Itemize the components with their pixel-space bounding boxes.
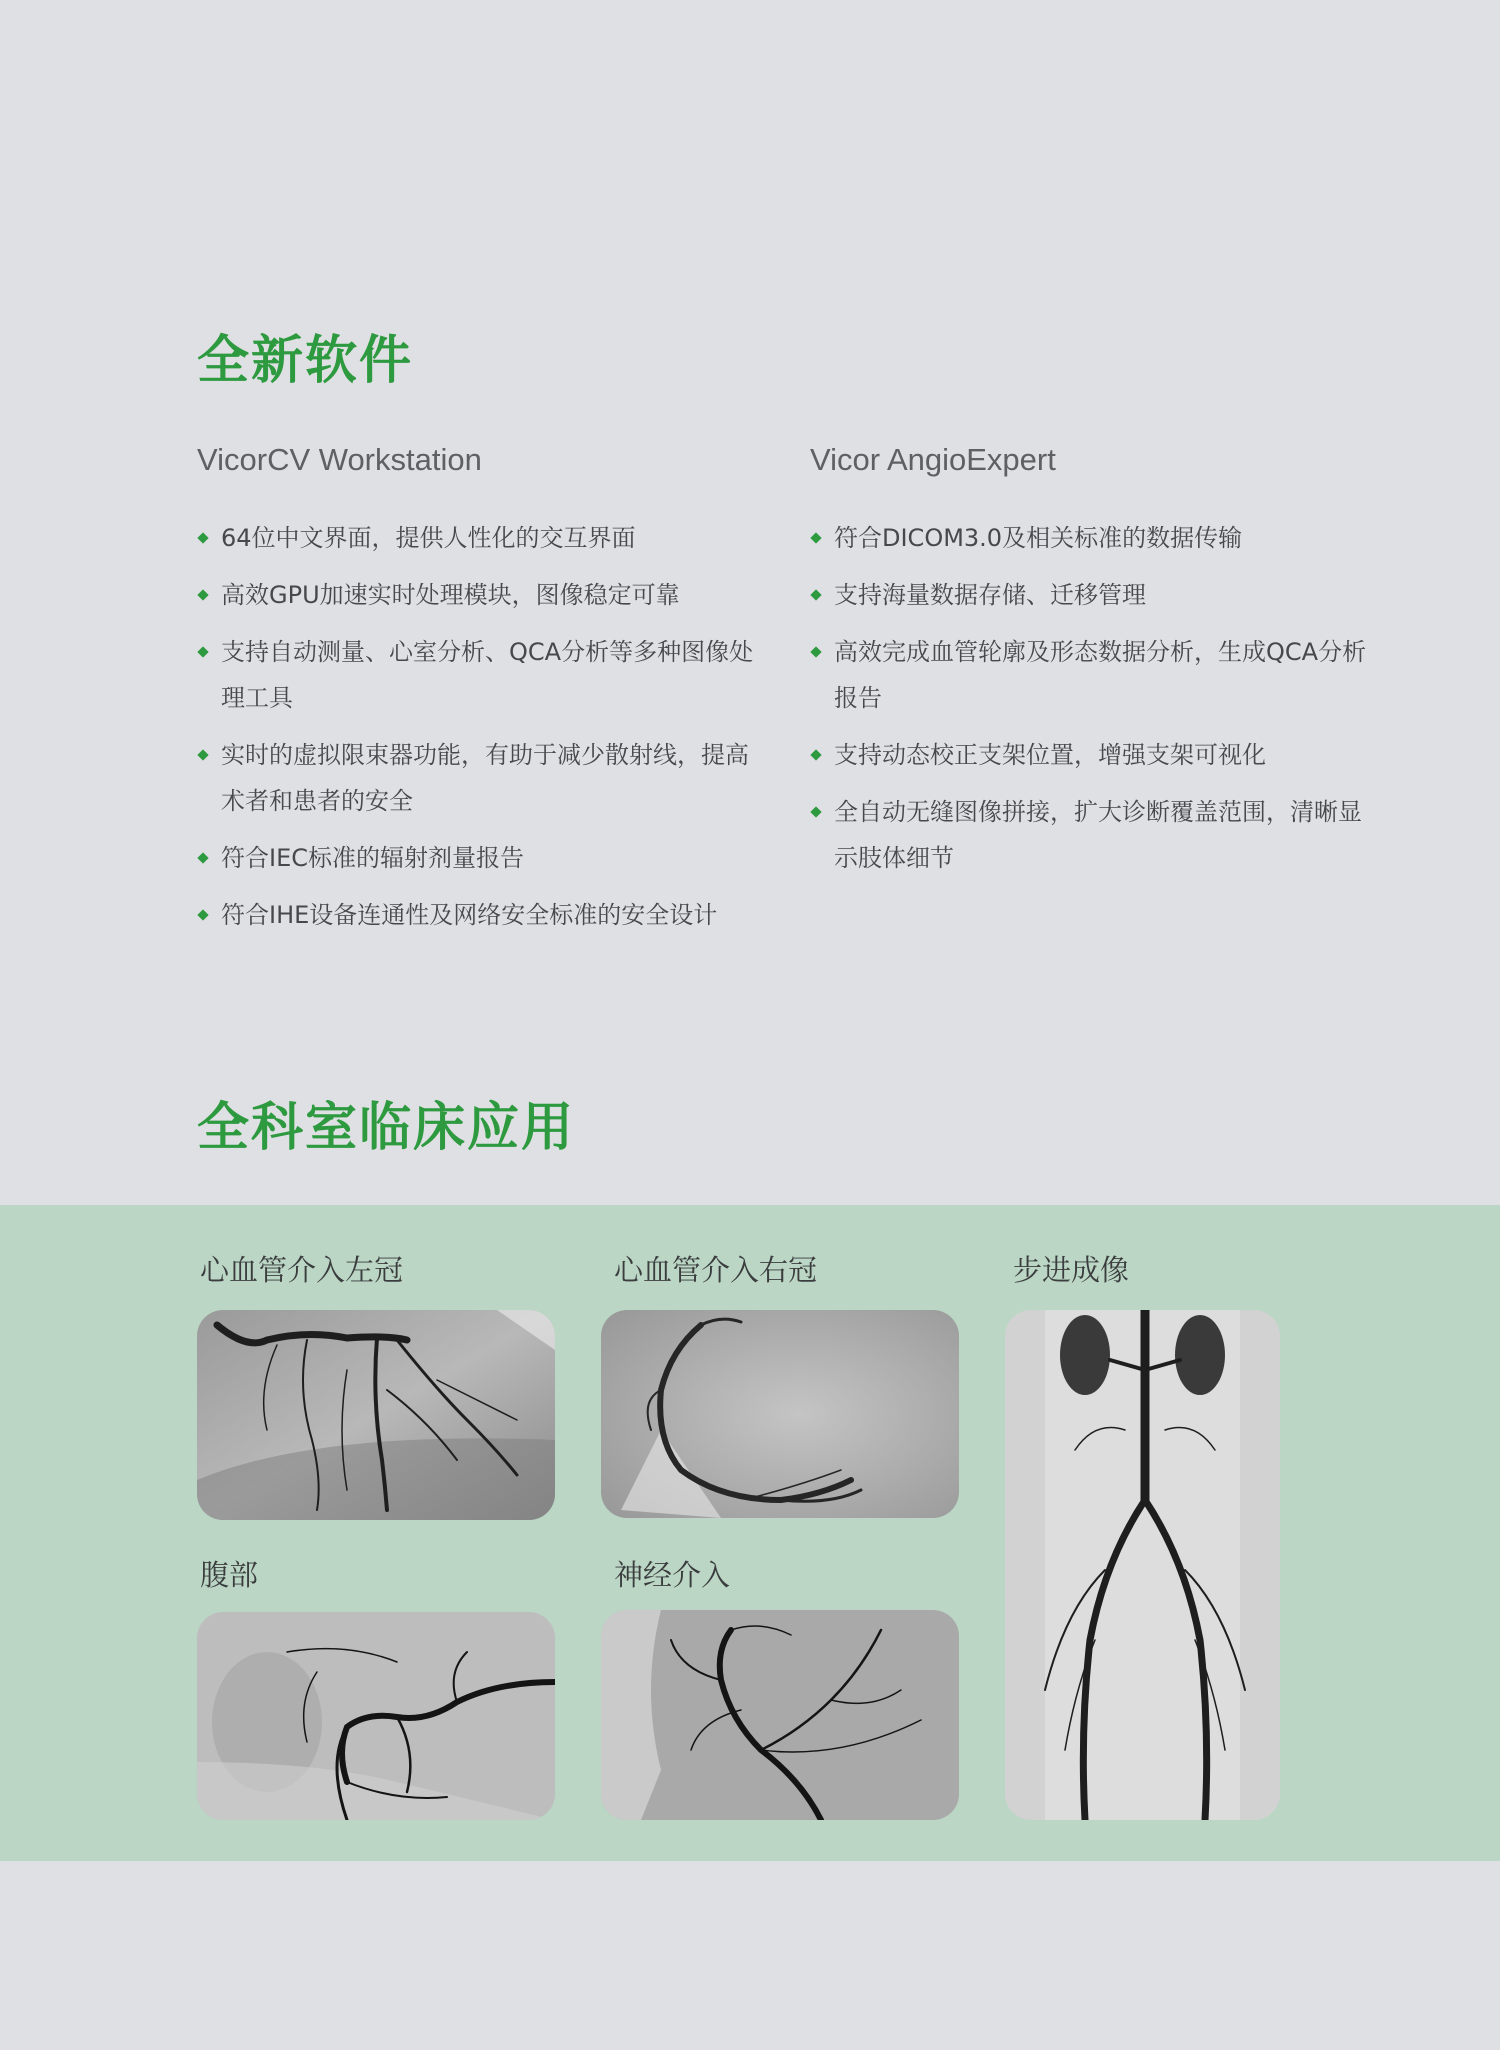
diamond-bullet-icon <box>810 806 821 817</box>
diamond-bullet-icon <box>197 589 208 600</box>
list-item-text: 实时的虚拟限束器功能，有助于减少散射线，提高术者和患者的安全 <box>221 741 749 815</box>
image-label: 心血管介入左冠 <box>200 1253 404 1287</box>
list-item <box>197 572 757 618</box>
list-item <box>810 515 1370 561</box>
section-title-clinical: 全科室临床应用 <box>197 1098 576 1158</box>
list-item <box>810 789 1370 881</box>
diamond-bullet-icon <box>810 532 821 543</box>
list-item-text: 符合IEC标准的辐射剂量报告 <box>221 844 524 872</box>
column-heading: Vicor AngioExpert <box>810 442 1056 477</box>
list-item-text: 支持自动测量、心室分析、QCA分析等多种图像处理工具 <box>221 638 754 712</box>
list-item <box>197 515 757 561</box>
section-title-software: 全新软件 <box>197 331 414 391</box>
diamond-bullet-icon <box>197 749 208 760</box>
list-item <box>810 732 1370 778</box>
diamond-bullet-icon <box>197 532 208 543</box>
feature-column-angioexpert <box>810 442 1370 892</box>
image-label: 神经介入 <box>614 1558 731 1592</box>
feature-list <box>810 515 1370 881</box>
diamond-bullet-icon <box>197 852 208 863</box>
list-item-text: 支持海量数据存储、迁移管理 <box>834 581 1146 609</box>
image-label: 腹部 <box>200 1558 259 1592</box>
list-item <box>810 572 1370 618</box>
diamond-bullet-icon <box>197 646 208 657</box>
image-label: 步进成像 <box>1013 1253 1130 1287</box>
list-item-text: 符合IHE设备连通性及网络安全标准的安全设计 <box>221 901 718 929</box>
diamond-bullet-icon <box>810 749 821 760</box>
list-item-text: 高效完成血管轮廓及形态数据分析，生成QCA分析报告 <box>834 638 1367 712</box>
angiogram-abdomen-image <box>197 1612 555 1820</box>
list-item-text: 高效GPU加速实时处理模块，图像稳定可靠 <box>221 581 680 609</box>
angiogram-stepping-imaging <box>1005 1310 1280 1820</box>
angiogram-neuro-image <box>601 1610 959 1820</box>
angiogram-right-coronary-image <box>601 1310 959 1518</box>
feature-list <box>197 515 757 938</box>
list-item <box>197 732 757 824</box>
angiogram-left-coronary-image <box>197 1310 555 1520</box>
list-item-text: 符合DICOM3.0及相关标准的数据传输 <box>834 524 1243 552</box>
column-heading: VicorCV Workstation <box>197 442 482 477</box>
list-item-text: 支持动态校正支架位置，增强支架可视化 <box>834 741 1266 769</box>
diamond-bullet-icon <box>810 646 821 657</box>
diamond-bullet-icon <box>810 589 821 600</box>
list-item <box>197 835 757 881</box>
diamond-bullet-icon <box>197 909 208 920</box>
list-item-text: 64位中文界面，提供人性化的交互界面 <box>221 524 636 552</box>
list-item-text: 全自动无缝图像拼接，扩大诊断覆盖范围，清晰显示肢体细节 <box>834 798 1362 872</box>
list-item <box>197 629 757 721</box>
feature-column-workstation <box>197 442 757 949</box>
list-item <box>197 892 757 938</box>
image-label: 心血管介入右冠 <box>614 1253 818 1287</box>
list-item <box>810 629 1370 721</box>
